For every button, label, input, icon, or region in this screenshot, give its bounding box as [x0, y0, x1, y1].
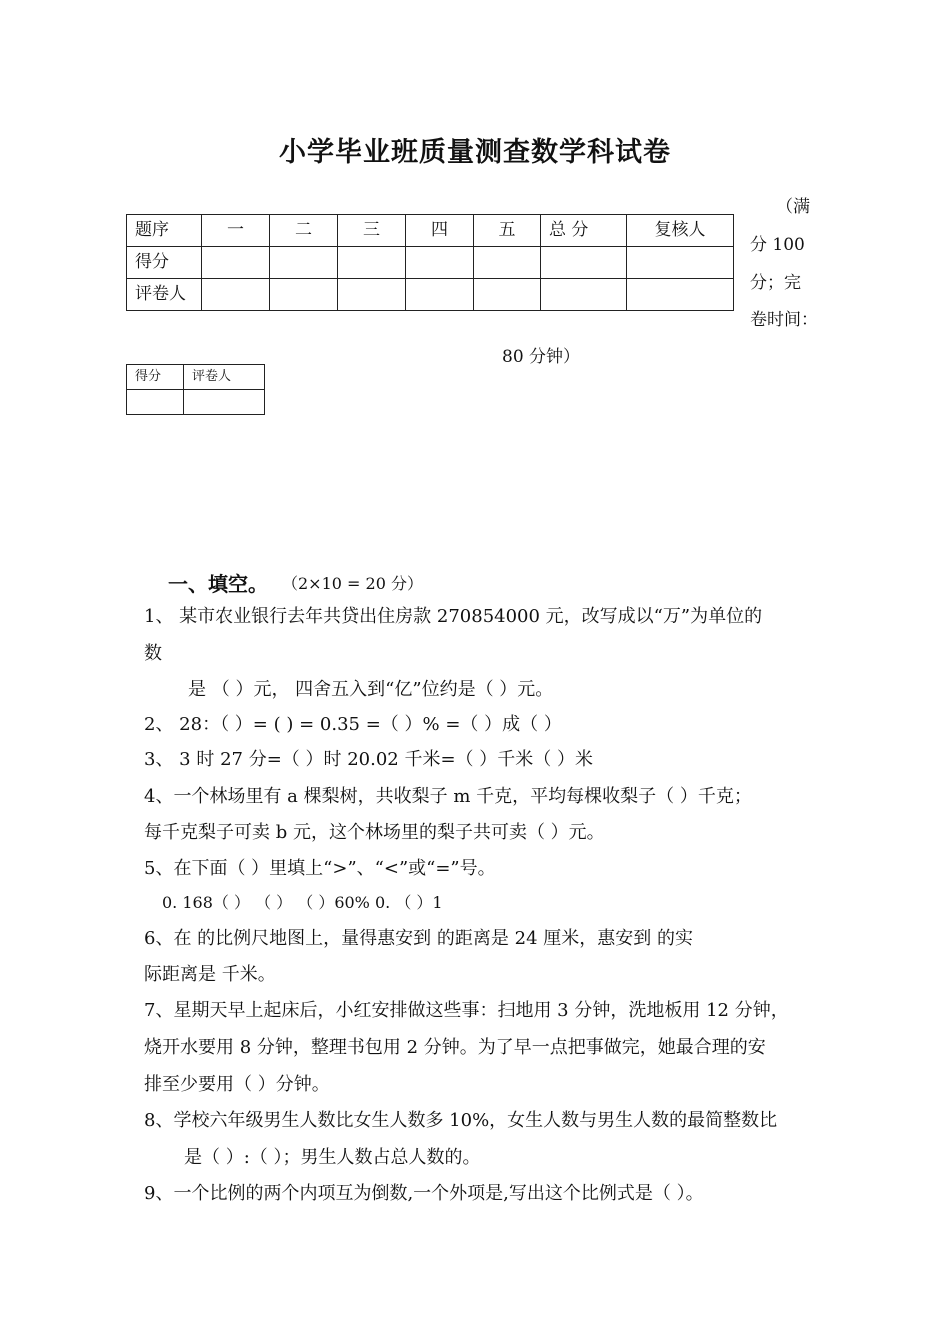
small-header-grader: 评卷人: [184, 365, 265, 390]
small-score-cell[interactable]: [127, 390, 184, 415]
section-score-table: [126, 364, 265, 415]
header-cell-reviewer: 复核人: [627, 215, 734, 247]
section-heading: 一、填空。: [168, 572, 268, 596]
question-line: 是（ ）:（ ）；男生人数占总人数的。: [184, 1147, 481, 1168]
grader-row: [127, 279, 734, 311]
header-cell-4: 四: [406, 215, 474, 247]
question-line: 烧开水要用 8 分钟，整理书包用 2 分钟。为了早一点把事做完，她最合理的安: [144, 1037, 766, 1058]
question-line: 排至少要用（ ）分钟。: [144, 1074, 330, 1095]
grader-input-cell[interactable]: [627, 279, 734, 311]
grader-input-cell[interactable]: [541, 279, 627, 311]
grader-input-cell[interactable]: [406, 279, 474, 311]
exam-note-line-1: （满: [776, 197, 810, 217]
score-input-cell[interactable]: [541, 247, 627, 279]
small-header-score: 得分: [127, 365, 184, 390]
header-cell-order: 题序: [127, 215, 202, 247]
exam-note-line-2: 分 100: [750, 235, 805, 255]
question-line: 5、在下面（ ）里填上“>”、“<”或“=”号。: [144, 858, 496, 879]
header-cell-5: 五: [474, 215, 541, 247]
exam-note-line-5: 80 分钟）: [502, 347, 581, 367]
question-line: 2、 28：（ ）= ( ) = 0.35 =（ ）% =（ ）成（ ）: [144, 714, 562, 735]
question-line: 1、 某市农业银行去年共贷出住房款 270854000 元，改写成以“万”为单位的: [144, 606, 763, 627]
score-row: [127, 247, 734, 279]
question-line: 3、 3 时 27 分=（ ）时 20.02 千米=（ ）千米（ ）米: [144, 749, 593, 770]
exam-note-line-4: 卷时间：: [750, 310, 818, 330]
question-line: 6、在 的比例尺地图上，量得惠安到 的距离是 24 厘米，惠安到 的实: [144, 928, 693, 949]
question-line: 数: [144, 643, 162, 664]
question-line: 8、学校六年级男生人数比女生人数多 10%，女生人数与男生人数的最简整数比: [144, 1110, 778, 1131]
header-cell-2: 二: [270, 215, 338, 247]
row-label-score: 得分: [127, 247, 202, 279]
header-cell-total: 总 分: [541, 215, 627, 247]
score-input-cell[interactable]: [270, 247, 338, 279]
question-line: 9、一个比例的两个内项互为倒数,一个外项是,写出这个比例式是（ ）。: [144, 1183, 704, 1204]
grader-input-cell[interactable]: [270, 279, 338, 311]
grader-input-cell[interactable]: [474, 279, 541, 311]
question-line: 7、星期天早上起床后，小红安排做这些事：扫地用 3 分钟，洗地板用 12 分钟，: [144, 1000, 789, 1021]
score-table: [126, 214, 734, 311]
small-grader-cell[interactable]: [184, 390, 265, 415]
score-input-cell[interactable]: [474, 247, 541, 279]
score-input-cell[interactable]: [627, 247, 734, 279]
question-line: 际距离是 千米。: [144, 964, 276, 985]
score-input-cell[interactable]: [338, 247, 406, 279]
page-title: 小学毕业班质量测查数学科试卷: [279, 137, 671, 168]
exam-note-line-3: 分；完: [750, 273, 801, 293]
grader-input-cell[interactable]: [338, 279, 406, 311]
section-score: （2×10 = 20 分）: [282, 574, 423, 593]
score-input-cell[interactable]: [202, 247, 270, 279]
question-line: 每千克梨子可卖 b 元，这个林场里的梨子共可卖（ ）元。: [144, 822, 605, 843]
question-line: 0. 168（ ） （ ） （ ）60% 0. （ ）1: [162, 893, 443, 912]
row-label-grader: 评卷人: [127, 279, 202, 311]
score-input-cell[interactable]: [406, 247, 474, 279]
score-table-header-row: [127, 215, 734, 247]
header-cell-1: 一: [202, 215, 270, 247]
question-line: 4、一个林场里有 a 棵梨树，共收梨子 m 千克，平均每棵收梨子（ ）千克；: [144, 786, 752, 807]
grader-input-cell[interactable]: [202, 279, 270, 311]
question-line: 是 （ ）元， 四舍五入到“亿”位约是（ ）元。: [188, 679, 554, 700]
header-cell-3: 三: [338, 215, 406, 247]
